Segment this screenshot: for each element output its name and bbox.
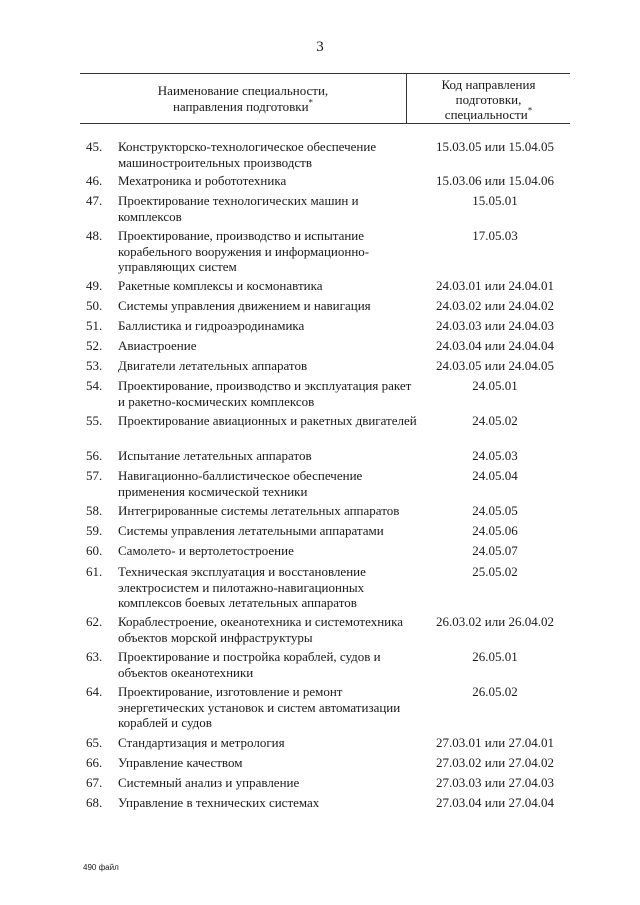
specialty-code: 24.03.03 или 24.04.03 (436, 318, 554, 333)
specialty-name: Проектирование и постройка кораблей, судов и объектов океанотехники (118, 649, 381, 680)
specialty-name: Испытание летательных аппаратов (118, 448, 312, 463)
row-number: 46. (86, 173, 103, 188)
specialty-code: 27.03.04 или 27.04.04 (436, 795, 554, 810)
row-number: 64. (86, 684, 103, 699)
specialty-name: Стандартизация и метрология (118, 735, 285, 750)
row-number: 62. (86, 614, 103, 629)
specialty-name: Мехатроника и робототехника (118, 173, 287, 188)
specialty-code: 17.05.03 (472, 228, 518, 243)
page-number: 3 (316, 39, 324, 55)
specialty-code: 24.03.05 или 24.04.05 (436, 358, 554, 373)
row-number: 47. (86, 193, 103, 208)
name-column-header (80, 83, 406, 115)
row-number: 45. (86, 139, 103, 154)
name-header-line-1: Наименование специальности, (157, 83, 329, 98)
footer-file-label: 490 файл (83, 863, 119, 872)
specialty-code: 24.05.07 (472, 543, 518, 558)
row-number: 66. (86, 755, 103, 770)
row-number: 53. (86, 358, 103, 373)
specialty-name: Системы управления движением и навигация (118, 298, 371, 313)
specialty-name: Двигатели летательных аппаратов (118, 358, 308, 373)
specialty-name: Системы управления летательными аппаратами (118, 523, 384, 538)
row-number: 58. (86, 503, 103, 518)
specialty-code: 15.03.06 или 15.04.06 (436, 173, 554, 188)
specialty-name: Самолето- и вертолетостроение (118, 543, 294, 558)
row-number: 57. (86, 468, 103, 483)
footnote-mark: * (527, 105, 533, 116)
footnote-mark: * (308, 97, 314, 108)
code-header-line-2: подготовки, (455, 92, 522, 107)
row-number: 52. (86, 338, 103, 353)
specialty-code: 24.05.01 (472, 378, 518, 393)
row-number: 63. (86, 649, 103, 664)
specialty-name: Системный анализ и управление (118, 775, 300, 790)
specialty-code: 24.05.06 (472, 523, 518, 538)
specialty-code: 26.03.02 или 26.04.02 (436, 614, 554, 629)
specialty-code: 24.03.02 или 24.04.02 (436, 298, 554, 313)
row-number: 56. (86, 448, 103, 463)
specialty-name: Конструкторско-технологическое обеспечение машиностроительных производств (118, 139, 377, 170)
specialty-code: 24.05.04 (472, 468, 518, 483)
code-header-line-3 (407, 107, 570, 122)
row-number: 49. (86, 278, 103, 293)
specialty-name: Кораблестроение, океанотехника и системотехника объектов морской инфраструктуры (118, 614, 403, 645)
specialty-code: 27.03.03 или 27.04.03 (436, 775, 554, 790)
specialty-name: Баллистика и гидроаэродинамика (118, 318, 305, 333)
name-header-line-2 (80, 99, 406, 115)
specialty-name: Проектирование, изготовление и ремонт энергетических установок и систем автоматизации кораблей и судов (118, 684, 401, 730)
specialty-name: Авиастроение (118, 338, 197, 353)
specialty-code: 26.05.02 (472, 684, 518, 699)
specialty-name: Навигационно-баллистическое обеспечение применения космической техники (118, 468, 363, 499)
row-number: 68. (86, 795, 103, 810)
specialty-name: Проектирование авиационных и ракетных двигателей (118, 413, 417, 428)
specialty-code: 24.05.03 (472, 448, 518, 463)
specialty-name: Проектирование, производство и испытание корабельного вооружения и информационно-управляющих систем (118, 228, 370, 274)
row-number: 65. (86, 735, 103, 750)
specialty-code: 25.05.02 (472, 564, 518, 579)
specialty-code: 27.03.01 или 27.04.01 (436, 735, 554, 750)
specialty-name: Управление в технических системах (118, 795, 320, 810)
specialty-code: 24.05.05 (472, 503, 518, 518)
specialty-code: 24.05.02 (472, 413, 518, 428)
code-header-text: специальности (444, 107, 528, 122)
specialty-code: 15.03.05 или 15.04.05 (436, 139, 554, 154)
specialty-code: 24.03.01 или 24.04.01 (436, 278, 554, 293)
row-number: 60. (86, 543, 103, 558)
row-number: 55. (86, 413, 103, 428)
code-header-line-1: Код направления (441, 77, 536, 92)
name-header-text: направления подготовки (172, 99, 309, 114)
specialty-name: Интегрированные системы летательных аппаратов (118, 503, 400, 518)
specialty-name: Управление качеством (118, 755, 243, 770)
row-number: 51. (86, 318, 103, 333)
specialty-code: 24.03.04 или 24.04.04 (436, 338, 554, 353)
row-number: 59. (86, 523, 103, 538)
specialty-name: Техническая эксплуатация и восстановление электросистем и пилотажно-навигационных комплексов боевых летательных аппаратов (118, 564, 366, 610)
specialty-name: Ракетные комплексы и космонавтика (118, 278, 323, 293)
specialty-code: 15.05.01 (472, 193, 518, 208)
row-number: 50. (86, 298, 103, 313)
row-number: 54. (86, 378, 103, 393)
specialty-code: 27.03.02 или 27.04.02 (436, 755, 554, 770)
specialty-code: 26.05.01 (472, 649, 518, 664)
row-number: 48. (86, 228, 103, 243)
row-number: 67. (86, 775, 103, 790)
code-column-header (407, 77, 570, 122)
table-header (80, 73, 570, 124)
specialty-name: Проектирование технологических машин и комплексов (118, 193, 359, 224)
specialty-name: Проектирование, производство и эксплуатация ракет и ракетно-космических комплексов (118, 378, 412, 409)
row-number: 61. (86, 564, 103, 579)
